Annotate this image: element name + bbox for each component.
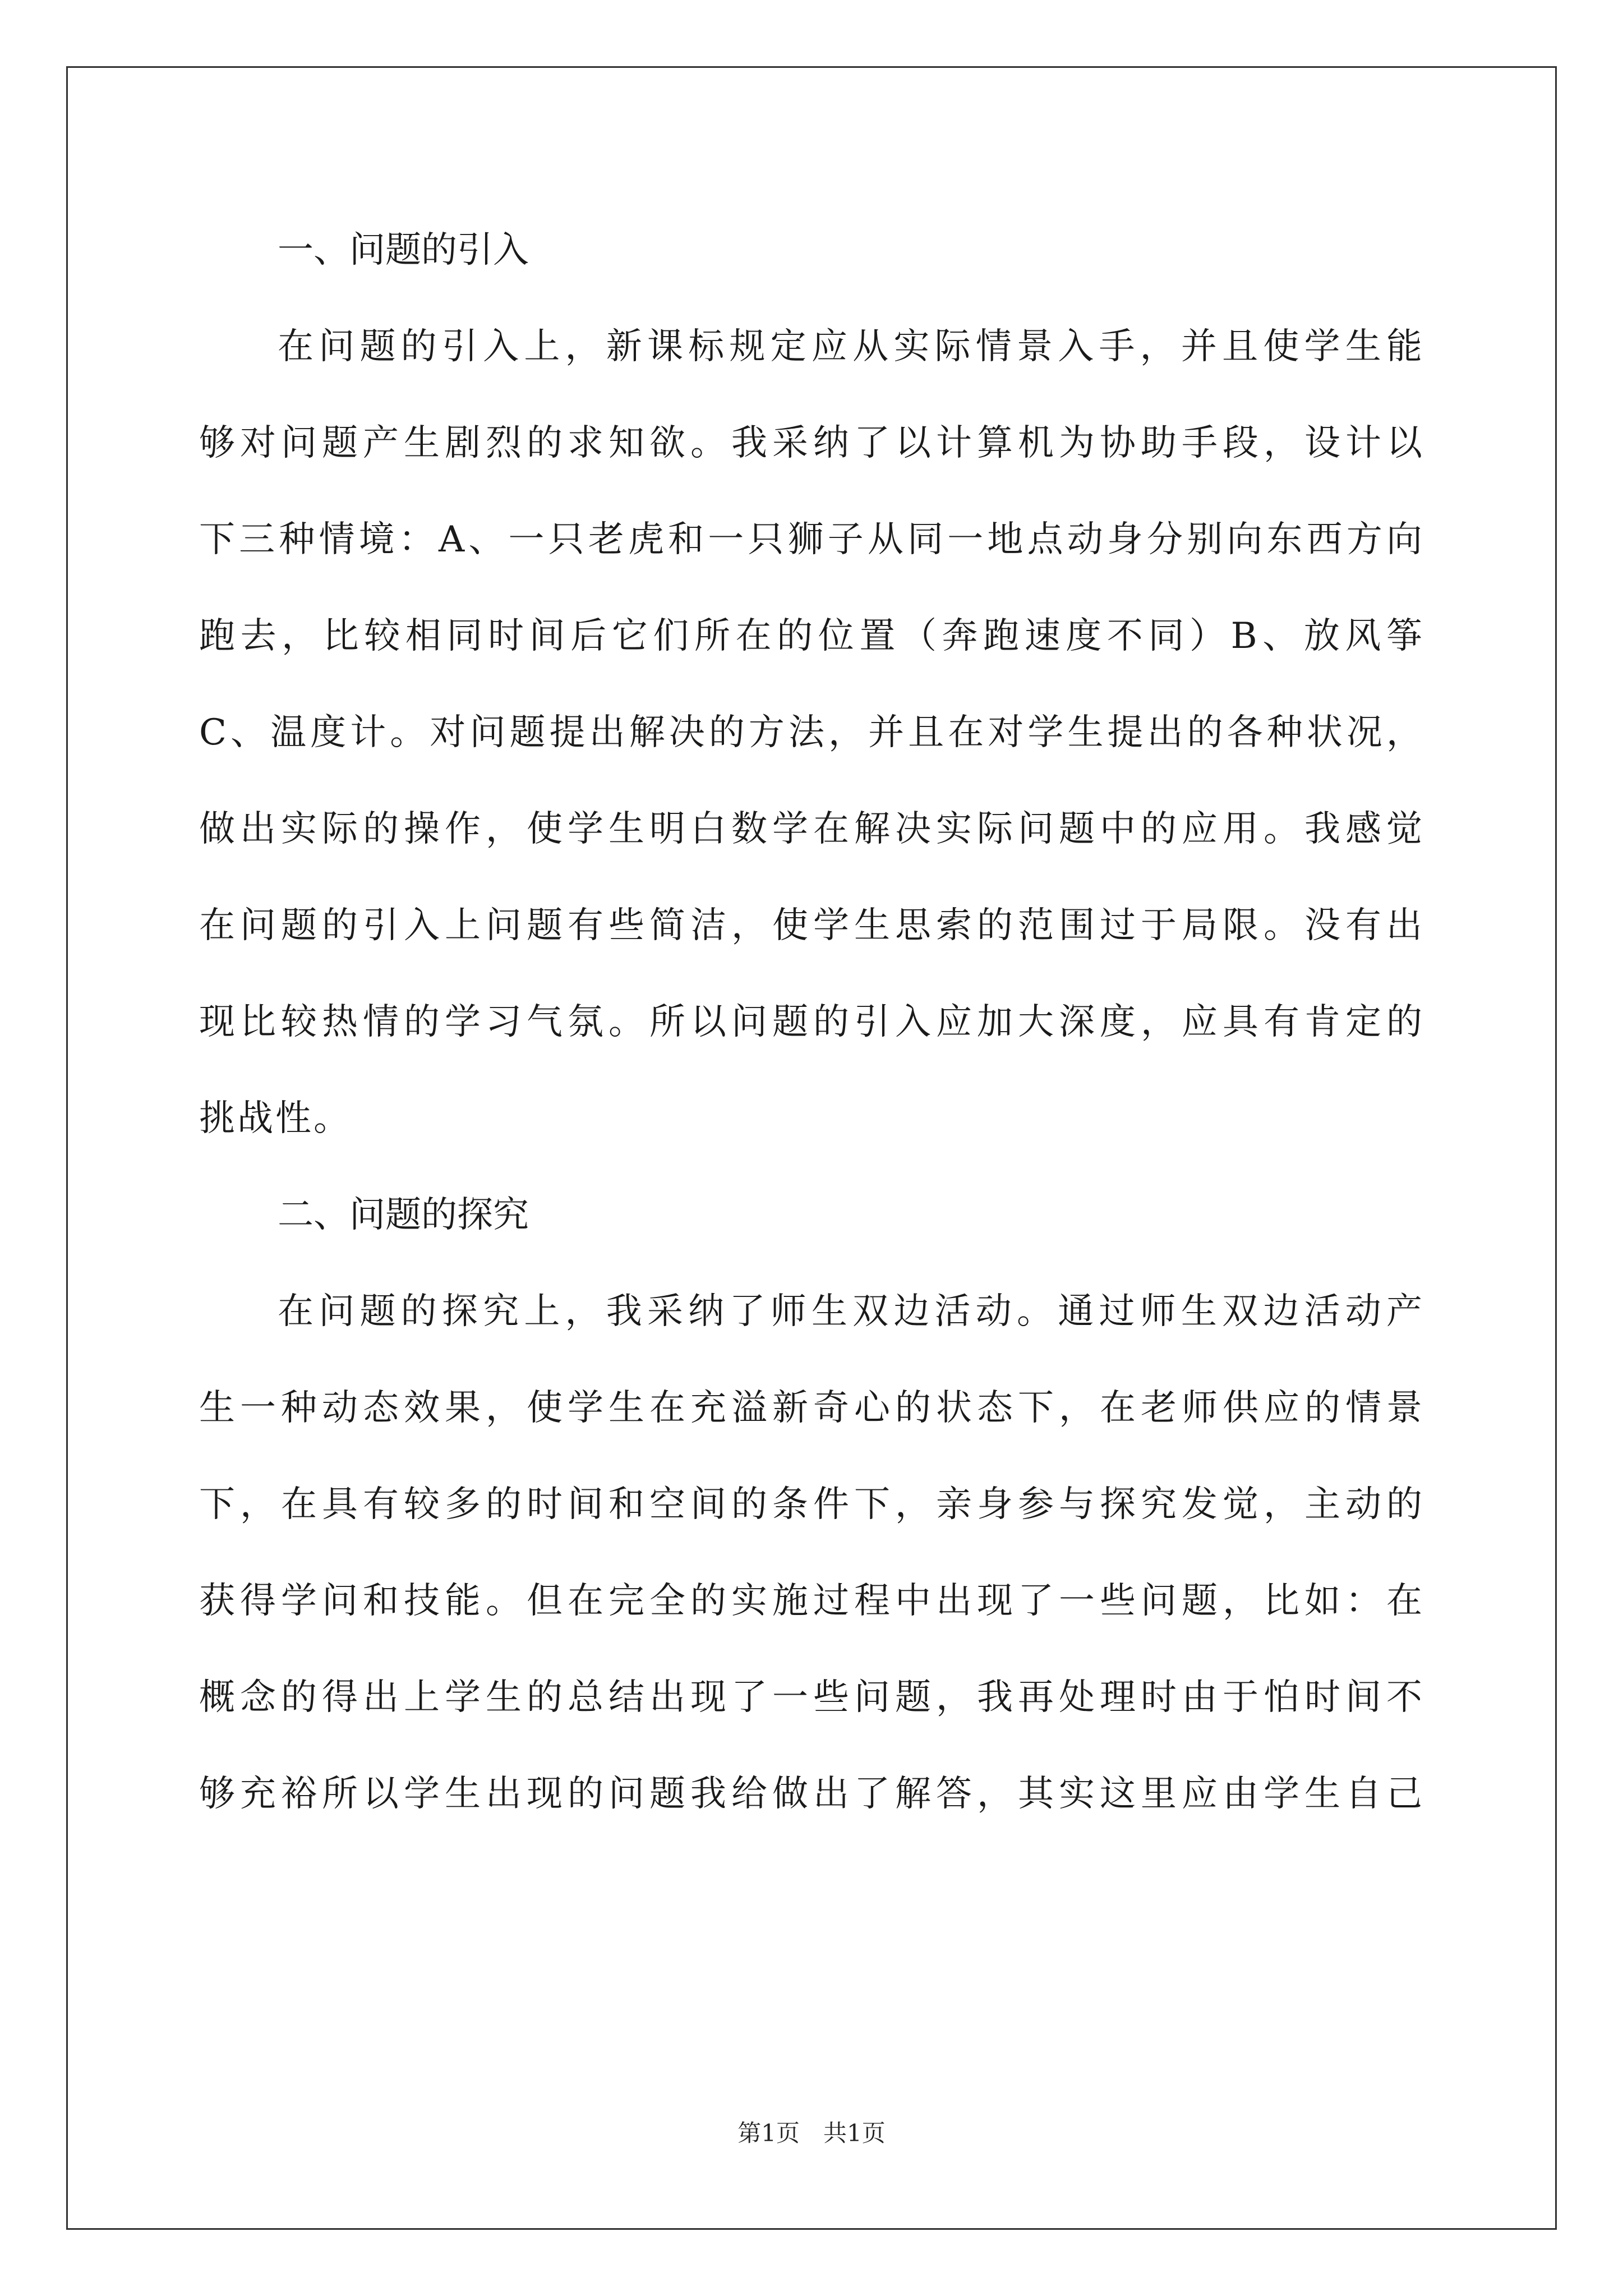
text-line: 够对问题产生剧烈的求知欲。我采纳了以计算机为协助手段，设计以 — [199, 422, 1424, 464]
section-heading-intro: 一、问题的引入 — [278, 229, 529, 271]
text-line: 下，在具有较多的时间和空间的条件下，亲身参与探究发觉，主动的 — [199, 1484, 1424, 1525]
text-line: 概念的得出上学生的总结出现了一些问题，我再处理时由于怕时间不 — [199, 1677, 1424, 1718]
text-line: 在问题的引入上问题有些简洁，使学生思索的范围过于局限。没有出 — [199, 905, 1424, 946]
text-line: 现比较热情的学习气氛。所以问题的引入应加大深度，应具有肯定的 — [199, 1001, 1424, 1043]
text-line: 下三种情境：A、一只老虎和一只狮子从同一地点动身分别向东西方向 — [199, 519, 1424, 560]
text-line: 生一种动态效果，使学生在充溢新奇心的状态下，在老师供应的情景 — [199, 1387, 1424, 1429]
section-heading-inquiry: 二、问题的探究 — [278, 1194, 529, 1236]
text-line: 在问题的引入上，新课标规定应从实际情景入手，并且使学生能 — [278, 326, 1424, 367]
text-line: 在问题的探究上，我采纳了师生双边活动。通过师生双边活动产 — [278, 1291, 1424, 1332]
text-line: C、温度计。对问题提出解决的方法，并且在对学生提出的各种状况， — [199, 712, 1424, 753]
text-line: 跑去，比较相同时间后它们所在的位置（奔跑速度不同）B、放风筝 — [199, 615, 1424, 657]
paragraph-inquiry — [199, 1263, 1424, 1842]
page-number-footer: 第1页 共1页 — [737, 2119, 886, 2147]
document-body — [199, 202, 1424, 1842]
text-line: 够充裕所以学生出现的问题我给做出了解答，其实这里应由学生自己 — [199, 1773, 1424, 1815]
paragraph-intro — [199, 298, 1424, 1167]
text-line: 获得学问和技能。但在完全的实施过程中出现了一些问题，比如：在 — [199, 1580, 1424, 1622]
text-line: 做出实际的操作，使学生明白数学在解决实际问题中的应用。我感觉 — [199, 808, 1424, 850]
text-line: 挑战性。 — [199, 1098, 352, 1139]
